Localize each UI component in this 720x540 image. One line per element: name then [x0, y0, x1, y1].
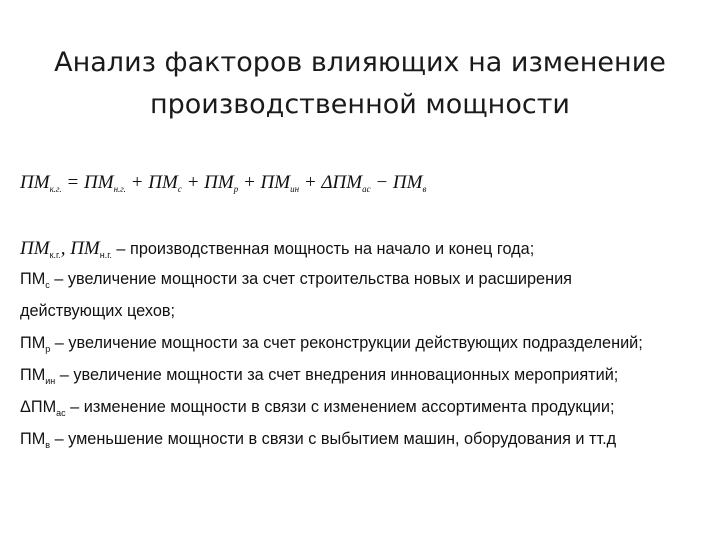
definition-text: действующих цехов; — [20, 302, 176, 320]
definition-symbol-sub: в — [45, 440, 51, 450]
definition-symbol: ПМ — [20, 430, 46, 448]
definition-symbol-sub: ас — [56, 408, 66, 418]
definition-symbol-sub: р — [45, 344, 51, 354]
definition-text: – производственная мощность на начало и конец года; — [111, 240, 535, 258]
definition-line — [20, 270, 572, 290]
definition-symbol: ПМ — [20, 270, 46, 288]
formula-op-4: + — [299, 172, 322, 193]
definition-symbol-sub: с — [45, 280, 50, 290]
formula-term-3: ПМ — [204, 172, 234, 193]
definition-text: – изменение мощности в связи с изменением ассортимента продукции; — [65, 398, 615, 416]
definition-symbol-2: ПМ — [70, 238, 100, 259]
formula-term-5: ΔПМ — [321, 172, 363, 193]
formula-term-1: ПМ — [84, 172, 114, 193]
formula-term-2-sub: с — [177, 184, 182, 194]
definition-symbol: ΔПМ — [20, 398, 57, 416]
definition-symbol: ПМ — [20, 238, 50, 259]
formula-term-4-sub: ин — [290, 184, 300, 194]
formula-term-4: ПМ — [260, 172, 291, 193]
definition-symbol-sub: к.г. — [49, 250, 61, 260]
definition-text: – уменьшение мощности в связи с выбытием машин, оборудования и тт.д — [50, 430, 617, 448]
formula-term-6: ПМ — [392, 172, 423, 193]
formula-op-3: + — [238, 172, 261, 193]
formula-term-5-sub: ас — [362, 184, 371, 194]
formula-op-5: − — [370, 172, 393, 193]
definition-text: – увеличение мощности за счет реконструкции действующих подразделений; — [50, 334, 643, 352]
definition-text: – увеличение мощности за счет внедрения инновационных мероприятий; — [55, 366, 619, 384]
title-line-1: Анализ факторов влияющих на изменение — [54, 47, 666, 78]
formula-op-1: + — [125, 172, 149, 193]
formula-term-2: ПМ — [148, 172, 178, 193]
definition-symbol: ПМ — [20, 366, 46, 384]
definition-line — [20, 366, 618, 386]
formula-term-3-sub: р — [233, 184, 239, 194]
definition-line: $ПМ_{к.г.}$, $ПМ_{н.г.}$ – производственная мощность на начало и конец года; — [20, 238, 535, 260]
definition-symbol-2-sub: н.г. — [99, 250, 112, 260]
formula-term-6-sub: в — [422, 184, 427, 194]
definition-line — [20, 430, 616, 450]
formula-lhs-sub: к.г. — [49, 184, 62, 194]
definition-line — [20, 398, 615, 418]
capacity-formula — [20, 172, 426, 194]
definition-symbol-sub: ин — [45, 376, 56, 386]
title-line-2: производственной мощности — [150, 89, 570, 120]
formula-eq: = — [61, 172, 84, 193]
definition-line — [20, 302, 175, 321]
slide-title — [40, 42, 680, 126]
formula-lhs: ПМ — [20, 172, 50, 193]
definition-text: – увеличение мощности за счет строительства новых и расширения — [49, 270, 572, 288]
formula-op-2: + — [181, 172, 205, 193]
definition-symbol: ПМ — [20, 334, 46, 352]
definition-line — [20, 334, 643, 354]
formula-term-1-sub: н.г. — [113, 184, 126, 194]
